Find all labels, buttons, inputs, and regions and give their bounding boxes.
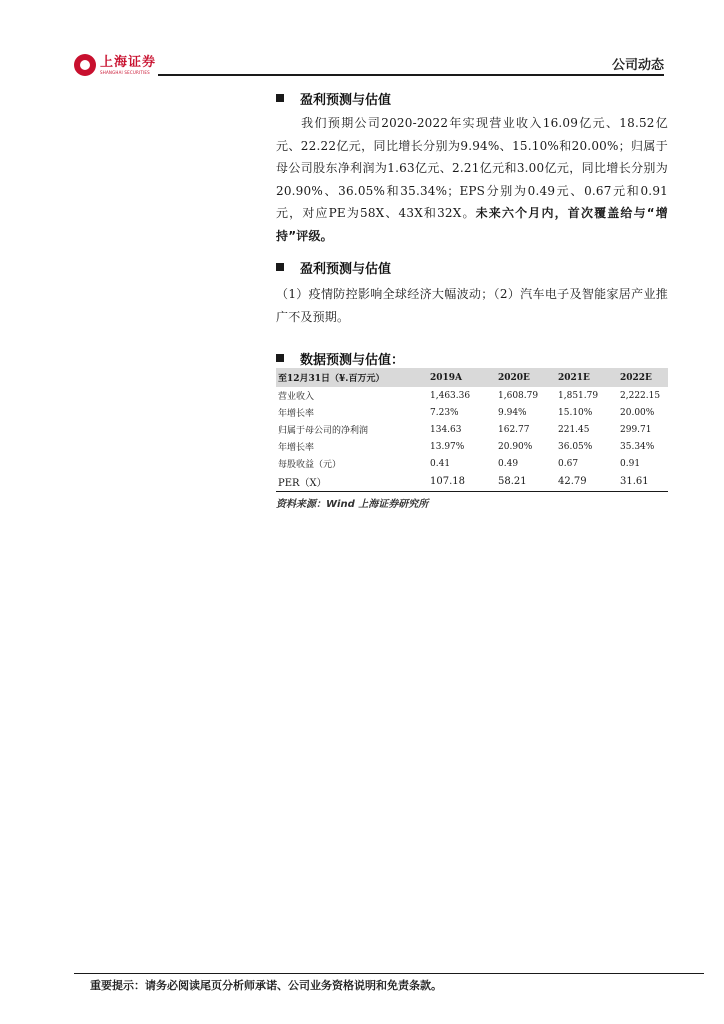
forecast-text: 我们预期公司2020-2022年实现营业收入16.09亿元、18.52亿元、22.22亿元，同比增长分别为9.94%、15.10%和20.00%；归属于母公司股东净利润为1.63亿元、2.21亿元和3.00亿元，同比增长分别为20.90%、36.05%和35.34%；EPS分别为0.49元、0.67元和0.91元，对应PE为58X、43X和32X。	[276, 116, 668, 220]
table-cell: 1,851.79	[558, 390, 599, 401]
section-heading-text: 数据预测与估值：	[300, 352, 405, 368]
table-cell: 1,463.36	[430, 390, 471, 401]
table-cell: 221.45	[558, 424, 590, 435]
table-row	[276, 387, 668, 404]
table-cell: 58.21	[496, 472, 556, 492]
table-header-cell: 至12月31日（¥.百万元）	[276, 368, 428, 387]
table-header-cell: 2020E	[496, 368, 556, 387]
main-content	[276, 88, 668, 510]
logo-english-name: SHANGHAI SECURITIES	[100, 69, 150, 75]
table-cell: 1,608.79	[498, 390, 539, 401]
table-row	[276, 404, 668, 421]
table-header-cell: 2022E	[618, 368, 668, 387]
table-cell: 42.79	[556, 472, 618, 492]
table-cell: 营业收入	[278, 392, 315, 402]
table-source-note: 资料来源：Wind 上海证券研究所	[276, 499, 429, 510]
table-cell: 2,222.15	[620, 390, 661, 401]
square-bullet-icon	[276, 354, 284, 362]
forecast-paragraph	[276, 112, 668, 247]
table-cell: 35.34%	[620, 441, 655, 452]
risk-paragraph: （1）疫情防控影响全球经济大幅波动；（2）汽车电子及智能家居产业推广不及预期。	[276, 287, 668, 324]
table-row	[276, 438, 668, 455]
page-header	[74, 52, 664, 78]
company-logo	[74, 54, 156, 76]
table-cell: 299.71	[620, 424, 652, 435]
table-cell: 归属于母公司的净利润	[278, 426, 369, 436]
header-divider	[158, 74, 664, 76]
table-row	[276, 455, 668, 472]
table-cell: 20.00%	[620, 407, 655, 418]
square-bullet-icon	[276, 94, 284, 102]
report-type-label: 公司动态	[611, 58, 664, 73]
table-cell: 15.10%	[558, 407, 593, 418]
table-cell: 36.05%	[558, 441, 593, 452]
table-cell: 134.63	[430, 424, 462, 435]
footer-divider	[74, 973, 704, 974]
table-cell: 年增长率	[278, 443, 315, 453]
table-cell: 7.23%	[430, 407, 459, 418]
logo-mark-icon	[74, 54, 96, 76]
logo-chinese-name: 上海证券	[100, 54, 157, 70]
section-heading-text: 盈利预测与估值	[300, 261, 392, 277]
table-cell: 162.77	[498, 424, 530, 435]
table-cell: PER（X）	[276, 472, 428, 492]
table-cell: 每股收益（元）	[278, 460, 342, 470]
table-cell: 13.97%	[430, 441, 465, 452]
table-cell: 107.18	[428, 472, 496, 492]
table-cell: 0.49	[498, 458, 519, 469]
section-heading-forecast	[276, 88, 668, 108]
table-header-cell: 2019A	[428, 368, 496, 387]
square-bullet-icon	[276, 263, 284, 271]
footer-disclaimer: 重要提示：请务必阅读尾页分析师承诺、公司业务资格说明和免责条款。	[90, 979, 442, 992]
table-row	[276, 421, 668, 438]
table-header-cell: 2021E	[556, 368, 618, 387]
table-cell: 9.94%	[498, 407, 527, 418]
table-cell: 31.61	[618, 472, 668, 492]
table-cell: 年增长率	[278, 409, 315, 419]
forecast-table	[276, 368, 668, 492]
table-cell: 0.67	[558, 458, 579, 469]
table-cell: 20.90%	[498, 441, 533, 452]
rating-text: 未来六个月内，首次覆盖给与“增持”评级。	[276, 206, 669, 243]
section-heading-text: 盈利预测与估值	[300, 92, 392, 108]
section-heading-data	[276, 348, 668, 368]
table-header-row	[276, 368, 668, 387]
table-row	[276, 472, 668, 492]
table-cell: 0.41	[430, 458, 451, 469]
section-heading-risk	[276, 257, 668, 277]
table-cell: 0.91	[620, 458, 641, 469]
